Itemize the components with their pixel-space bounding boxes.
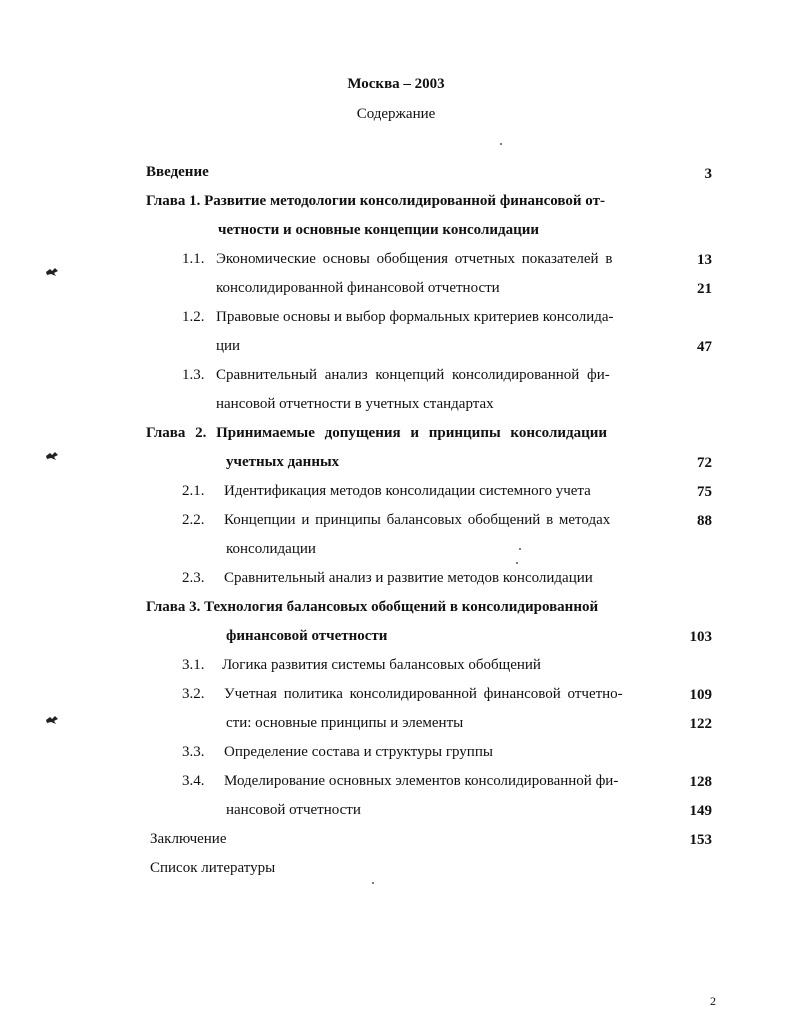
punch-hole-mark-icon: [46, 268, 58, 276]
toc-1-1-page1: 13: [697, 252, 712, 268]
toc-3-2-num: 3.2.: [182, 686, 205, 702]
toc-2-3-num: 2.3.: [182, 570, 205, 586]
toc-ch3-line1: Глава 3. Технология балансовых обобщений в консолидированной: [146, 599, 599, 615]
toc-ch2-page: 72: [697, 455, 712, 471]
toc-ch3-page: 103: [689, 629, 712, 645]
toc-3-4-line2: нансовой отчетности: [226, 802, 361, 818]
punch-hole-mark-icon: [46, 452, 58, 460]
toc-1-3-num: 1.3.: [182, 367, 205, 383]
toc-3-3-num: 3.3.: [182, 744, 205, 760]
toc-2-2-line1: Концепции и принципы балансовых обобщений в методах: [224, 512, 611, 528]
toc-2-1-page: 75: [697, 484, 712, 500]
toc-ch1-line1: Глава 1. Развитие методологии консолидированной финансовой от-: [146, 193, 605, 209]
toc-2-3-text: Сравнительный анализ и развитие методов консолидации: [224, 570, 593, 586]
toc-conclusion: Заключение: [150, 831, 227, 847]
toc-2-2-line2: консолидации: [226, 541, 316, 557]
toc-3-4-line1: Моделирование основных элементов консолидированной фи-: [224, 773, 619, 789]
toc-conclusion-page: 153: [689, 832, 712, 848]
toc-3-4-page1: 128: [689, 774, 712, 790]
toc-3-4-num: 3.4.: [182, 773, 205, 789]
scan-speck: [372, 882, 374, 884]
toc-3-1-text: Логика развития системы балансовых обобщений: [222, 657, 541, 673]
toc-ch2-line2: учетных данных: [226, 454, 340, 470]
toc-ch3-line2: финансовой отчетности: [226, 628, 388, 644]
toc-1-1-line2: консолидированной финансовой отчетности: [216, 280, 500, 296]
toc-1-3-line2: нансовой отчетности в учетных стандартах: [216, 396, 494, 412]
toc-3-3-text: Определение состава и структуры группы: [224, 744, 493, 760]
toc-2-2-page: 88: [697, 513, 712, 529]
toc-references: Список литературы: [150, 860, 276, 876]
toc-1-1-page2: 21: [697, 281, 712, 297]
toc-1-2-line2: ции: [216, 338, 241, 354]
page-number: 2: [710, 994, 716, 1008]
toc-1-2-page: 47: [697, 339, 712, 355]
toc-1-1-line1: Экономические основы обобщения отчетных показателей в: [216, 251, 613, 267]
toc-1-2-num: 1.2.: [182, 309, 205, 325]
toc-3-2-page2: 122: [689, 716, 712, 732]
toc-intro-page: 3: [704, 166, 712, 182]
toc-3-2-page1: 109: [689, 687, 712, 703]
page-title: Содержание: [356, 106, 436, 122]
toc-2-1-text: Идентификация методов консолидации системного учета: [224, 483, 591, 499]
toc-1-3-line1: Сравнительный анализ концепций консолидированной фи-: [216, 367, 610, 383]
toc-2-2-num: 2.2.: [182, 512, 205, 528]
toc-2-1-num: 2.1.: [182, 483, 205, 499]
toc-3-1-num: 3.1.: [182, 657, 205, 673]
city-year: Москва – 2003: [347, 76, 445, 92]
toc-1-2-line1: Правовые основы и выбор формальных критериев консолида-: [216, 309, 614, 325]
scan-speck: [500, 143, 502, 145]
toc-3-2-line2: сти: основные принципы и элементы: [226, 715, 464, 731]
toc-1-1-num: 1.1.: [182, 251, 205, 267]
scan-speck: [519, 548, 521, 550]
toc-3-4-page2: 149: [689, 803, 712, 819]
toc-ch2-line1: Глава 2. Принимаемые допущения и принципы консолидации: [146, 425, 608, 441]
scan-speck: [516, 562, 518, 564]
toc-3-2-line1: Учетная политика консолидированной финансовой отчетно-: [224, 686, 623, 702]
punch-hole-mark-icon: [46, 716, 58, 724]
toc-ch1-line2: четности и основные концепции консолидации: [218, 222, 540, 238]
toc-intro: Введение: [146, 164, 209, 180]
